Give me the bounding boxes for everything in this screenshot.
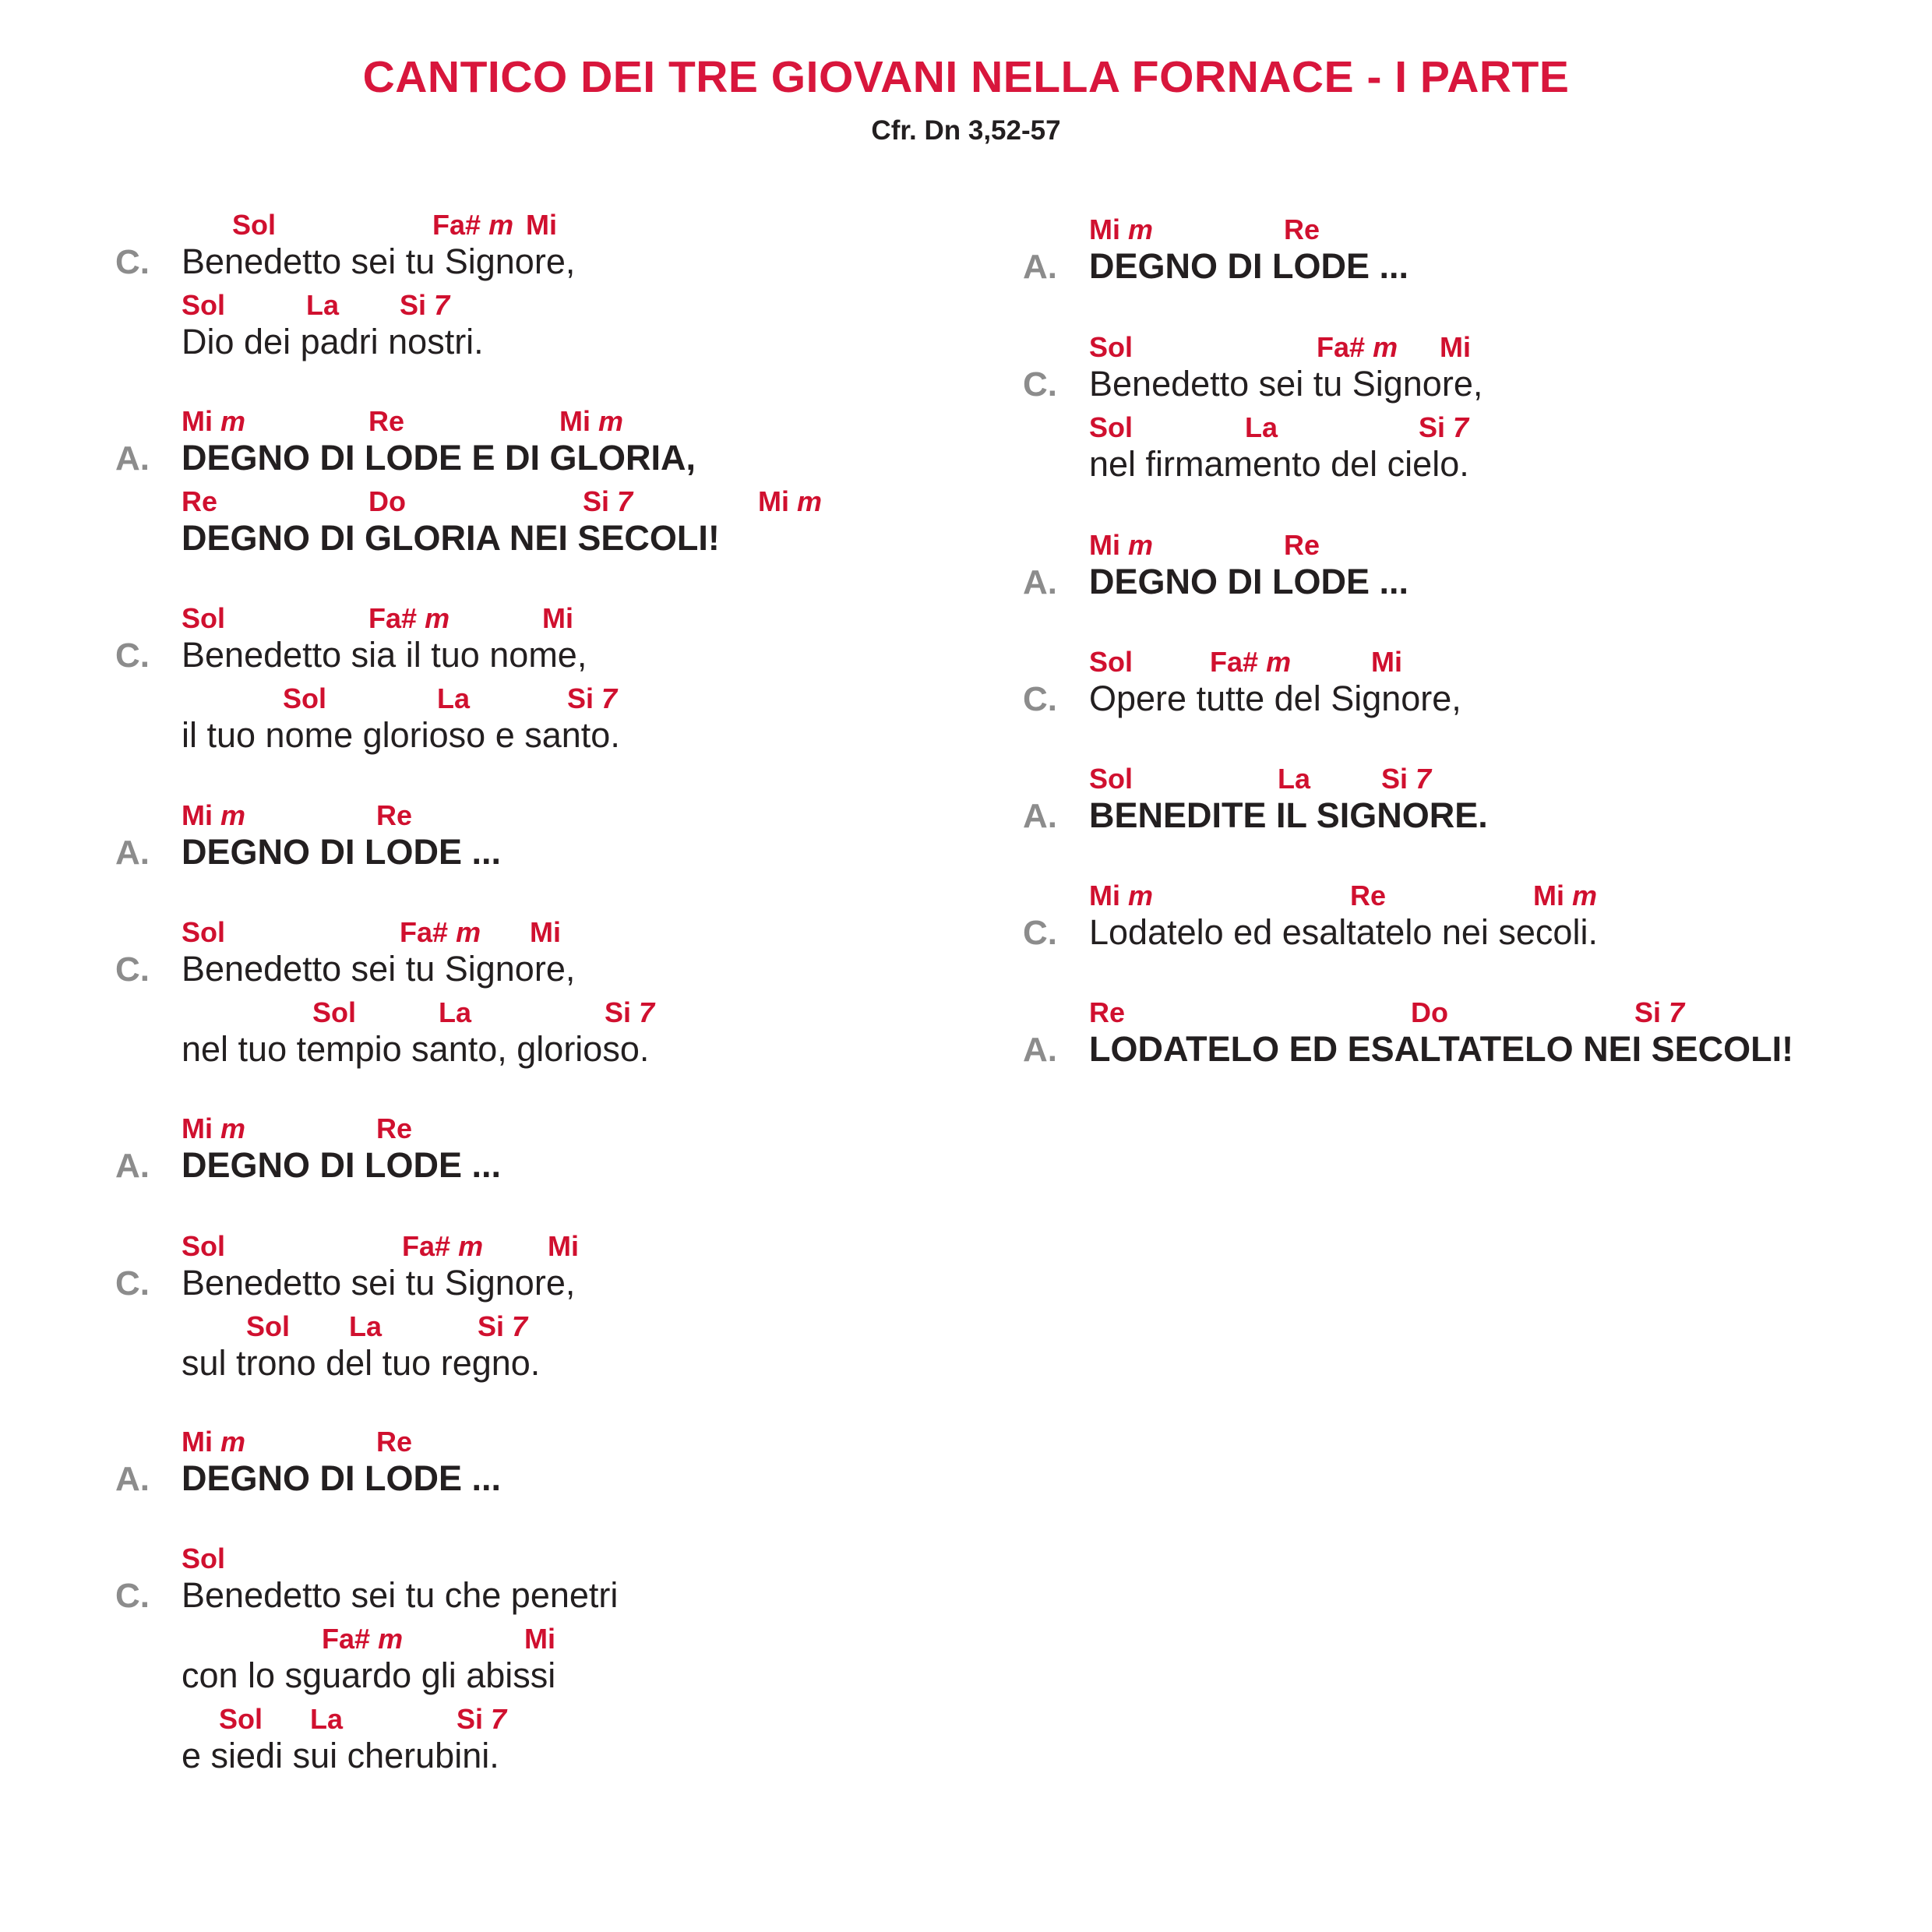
chord-root: Si <box>457 1703 484 1735</box>
chord <box>524 1623 555 1655</box>
chord-root: Mi <box>758 485 789 517</box>
chord <box>526 209 557 242</box>
chord <box>402 1230 483 1263</box>
chord-root: Fa# <box>1210 646 1259 678</box>
chord <box>1317 331 1398 364</box>
chord <box>457 1703 506 1736</box>
scripture-reference: Cfr. Dn 3,52-57 <box>871 115 1061 146</box>
chord <box>548 1230 579 1263</box>
chord-root: Re <box>1284 529 1320 561</box>
lyric-text: Benedetto sei tu Signore, <box>182 1263 576 1303</box>
chord <box>437 682 470 715</box>
chord-root: Sol <box>246 1310 291 1342</box>
chord-root: Re <box>182 485 218 517</box>
assembly-marker: A. <box>115 1460 150 1498</box>
chord-quality: 7 <box>1453 411 1469 443</box>
assembly-marker: A. <box>1023 563 1057 601</box>
chord-quality: m <box>456 916 481 948</box>
chord-root: Sol <box>1089 763 1133 795</box>
chord-root: La <box>437 682 471 714</box>
chord-root: Si <box>605 996 632 1028</box>
chord <box>182 289 225 322</box>
chord-quality: m <box>220 799 246 831</box>
chord <box>1440 331 1471 364</box>
chord-root: Fa# <box>400 916 449 948</box>
chord <box>349 1310 382 1343</box>
chord <box>605 996 654 1029</box>
chord-root: Sol <box>182 602 226 634</box>
lyric-text: DEGNO DI LODE ... <box>182 1458 502 1498</box>
lyric-text: e siedi sui cherubini. <box>182 1736 499 1775</box>
assembly-marker: A. <box>115 834 150 872</box>
chord-root: Mi <box>182 1426 213 1458</box>
chord-root: Fa# <box>432 209 481 241</box>
chord <box>283 682 326 715</box>
chord <box>400 289 450 322</box>
chord-root: Re <box>1089 996 1126 1028</box>
chord-quality: 7 <box>512 1310 528 1342</box>
chord-root: Fa# <box>368 602 418 634</box>
chord-root: La <box>1245 411 1278 443</box>
chord <box>1350 880 1386 912</box>
chord-root: Sol <box>182 1230 226 1262</box>
chord-root: Mi <box>526 209 557 241</box>
chord-root: Sol <box>283 682 327 714</box>
chord-quality: 7 <box>639 996 655 1028</box>
chord-root: Re <box>1350 880 1387 911</box>
chord-root: Mi <box>1089 529 1120 561</box>
chord-root: Re <box>376 799 413 831</box>
chord-quality: m <box>458 1230 484 1262</box>
chord <box>182 1230 225 1263</box>
assembly-marker: A. <box>115 439 150 478</box>
chord-root: Re <box>1284 213 1320 245</box>
chord <box>1381 763 1431 795</box>
lyric-text: Opere tutte del Signore, <box>1089 679 1461 718</box>
chord-quality: m <box>1128 529 1154 561</box>
chord <box>1089 411 1133 444</box>
lyric-text: con lo sguardo gli abissi <box>182 1655 556 1695</box>
chord <box>1245 411 1278 444</box>
lyric-text: Dio dei padri nostri. <box>182 322 484 361</box>
lyric-text: Benedetto sia il tuo nome, <box>182 635 587 675</box>
chord <box>182 1112 245 1145</box>
chord <box>376 799 412 832</box>
cantor-marker: C. <box>1023 365 1057 404</box>
chord <box>478 1310 527 1343</box>
chord-quality: m <box>488 209 514 241</box>
chord <box>232 209 276 242</box>
chord-root: Do <box>1411 996 1448 1028</box>
chord-root: Si <box>478 1310 505 1342</box>
chord <box>1089 331 1133 364</box>
chord <box>376 1426 412 1458</box>
chord-root: Si <box>1419 411 1446 443</box>
assembly-marker: A. <box>1023 1031 1057 1069</box>
chord-root: Sol <box>182 289 226 321</box>
lyric-text: nel firmamento del cielo. <box>1089 444 1469 484</box>
chord-quality: m <box>1128 213 1154 245</box>
chord <box>1634 996 1684 1029</box>
chord-root: Re <box>368 405 405 437</box>
chord-root: Sol <box>182 1542 226 1574</box>
chord <box>1089 763 1133 795</box>
chord-root: Si <box>1381 763 1408 795</box>
chord-quality: m <box>220 405 246 437</box>
chord <box>1089 996 1125 1029</box>
chord-root: Mi <box>1440 331 1471 363</box>
chord-root: Sol <box>1089 411 1133 443</box>
chord-root: Mi <box>182 1112 213 1144</box>
chord-quality: m <box>797 485 823 517</box>
chord-root: Mi <box>1371 646 1402 678</box>
chord <box>182 916 225 949</box>
chord-root: Sol <box>182 916 226 948</box>
chord-quality: m <box>1572 880 1598 911</box>
chord-root: Re <box>376 1112 413 1144</box>
chord <box>542 602 573 635</box>
chord-root: La <box>439 996 472 1028</box>
chord <box>567 682 617 715</box>
chord-quality: m <box>1373 331 1398 363</box>
chord-root: Mi <box>548 1230 579 1262</box>
chord-root: La <box>1278 763 1311 795</box>
cantor-marker: C. <box>115 1264 150 1303</box>
chord <box>559 405 623 438</box>
chord <box>306 289 339 322</box>
chord-quality: m <box>1266 646 1292 678</box>
chord <box>1210 646 1291 679</box>
chord <box>1089 213 1153 246</box>
cantor-marker: C. <box>115 1577 150 1615</box>
chord-quality: m <box>220 1112 246 1144</box>
chord-root: Mi <box>530 916 561 948</box>
chord-root: Mi <box>182 799 213 831</box>
chord <box>1419 411 1468 444</box>
cantor-marker: C. <box>115 636 150 675</box>
lyric-text: Lodatelo ed esaltatelo nei secoli. <box>1089 912 1598 952</box>
chord-root: Mi <box>1089 880 1120 911</box>
chord-root: Sol <box>1089 331 1133 363</box>
chord <box>1278 763 1310 795</box>
chord-quality: m <box>598 405 624 437</box>
chord-root: Si <box>1634 996 1662 1028</box>
chord <box>439 996 471 1029</box>
chord-root: Mi <box>559 405 591 437</box>
chord-root: La <box>349 1310 383 1342</box>
chord <box>368 602 450 635</box>
assembly-marker: A. <box>1023 797 1057 835</box>
chord <box>182 799 245 832</box>
lyric-text: DEGNO DI GLORIA NEI SECOLI! <box>182 518 720 558</box>
chord <box>376 1112 412 1145</box>
lyric-text: sul trono del tuo regno. <box>182 1343 541 1383</box>
chord <box>182 602 225 635</box>
lyric-text: Benedetto sei tu che penetri <box>182 1575 619 1615</box>
chord <box>400 916 481 949</box>
chord <box>182 405 245 438</box>
assembly-marker: A. <box>115 1147 150 1185</box>
chord <box>368 405 404 438</box>
chord <box>368 485 406 518</box>
chord <box>1284 529 1320 562</box>
chord <box>1284 213 1320 246</box>
chord <box>322 1623 403 1655</box>
lyric-text: DEGNO DI LODE ... <box>182 832 502 872</box>
chord <box>432 209 513 242</box>
chord-root: Fa# <box>1317 331 1366 363</box>
chord <box>312 996 356 1029</box>
chord <box>1371 646 1402 679</box>
chord-root: Sol <box>232 209 277 241</box>
chord-root: Mi <box>182 405 213 437</box>
lyric-text: DEGNO DI LODE E DI GLORIA, <box>182 438 696 478</box>
cantor-marker: C. <box>115 950 150 989</box>
chord <box>246 1310 290 1343</box>
chord-root: Sol <box>312 996 357 1028</box>
lyric-text: nel tuo tempio santo, glorioso. <box>182 1029 650 1069</box>
chord <box>182 485 217 518</box>
chord-quality: 7 <box>491 1703 507 1735</box>
chord-quality: 7 <box>434 289 450 321</box>
cantor-marker: C. <box>115 243 150 281</box>
chord <box>310 1703 343 1736</box>
chord <box>583 485 633 518</box>
chord-root: Mi <box>542 602 573 634</box>
assembly-marker: A. <box>1023 248 1057 286</box>
lyric-text: DEGNO DI LODE ... <box>182 1145 502 1185</box>
chord-root: Fa# <box>322 1623 371 1655</box>
chord-root: Mi <box>1533 880 1564 911</box>
chord-quality: 7 <box>601 682 618 714</box>
chord <box>1411 996 1448 1029</box>
lyric-text: il tuo nome glorioso e santo. <box>182 715 620 755</box>
cantor-marker: C. <box>1023 914 1057 952</box>
chord-quality: m <box>220 1426 246 1458</box>
chord-root: Si <box>567 682 594 714</box>
lyric-text: DEGNO DI LODE ... <box>1089 246 1409 286</box>
chord-quality: 7 <box>617 485 633 517</box>
chord-root: La <box>306 289 340 321</box>
chord <box>758 485 822 518</box>
chord-root: Sol <box>219 1703 263 1735</box>
chord-root: Re <box>376 1426 413 1458</box>
cantor-marker: C. <box>1023 680 1057 718</box>
chord <box>1089 529 1153 562</box>
chord-root: Sol <box>1089 646 1133 678</box>
chord-root: Mi <box>524 1623 555 1655</box>
chord-quality: m <box>378 1623 404 1655</box>
song-title: CANTICO DEI TRE GIOVANI NELLA FORNACE - I PARTE <box>362 52 1570 102</box>
chord-root: Mi <box>1089 213 1120 245</box>
chord <box>182 1426 245 1458</box>
chord-quality: m <box>1128 880 1154 911</box>
chord <box>1089 880 1153 912</box>
lyric-text: Benedetto sei tu Signore, <box>1089 364 1483 404</box>
chord-root: Si <box>400 289 427 321</box>
chord-root: Fa# <box>402 1230 451 1262</box>
lyric-text: LODATELO ED ESALTATELO NEI SECOLI! <box>1089 1029 1794 1069</box>
chord-root: La <box>310 1703 344 1735</box>
chord <box>530 916 561 949</box>
chord <box>1089 646 1133 679</box>
chord-quality: 7 <box>1669 996 1685 1028</box>
chord <box>219 1703 263 1736</box>
chord-quality: 7 <box>1416 763 1432 795</box>
lyric-text: Benedetto sei tu Signore, <box>182 242 576 281</box>
chord-root: Si <box>583 485 610 517</box>
lyric-text: Benedetto sei tu Signore, <box>182 949 576 989</box>
lyric-text: DEGNO DI LODE ... <box>1089 562 1409 601</box>
chord <box>182 1542 225 1575</box>
lyric-text: BENEDITE IL SIGNORE. <box>1089 795 1488 835</box>
chord <box>1533 880 1597 912</box>
chord-root: Do <box>368 485 406 517</box>
chord-quality: m <box>425 602 450 634</box>
